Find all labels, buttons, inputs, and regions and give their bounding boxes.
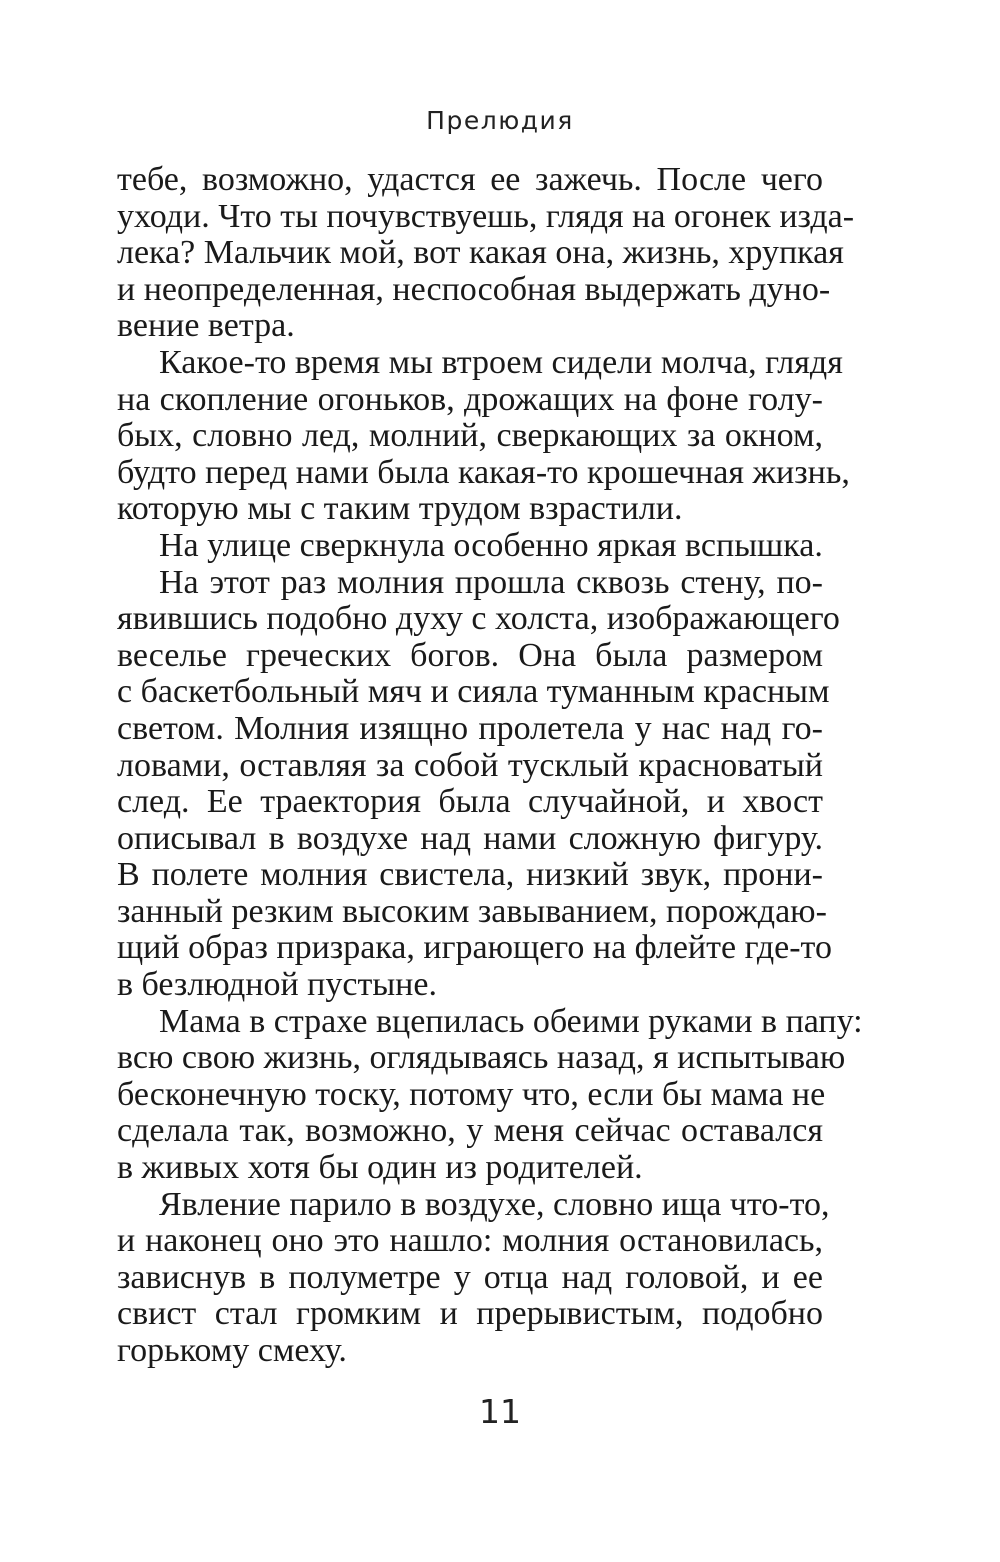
text-line: На улице сверкнула особенно яркая вспышка.: [159, 526, 823, 564]
text-line: Мама в страхе вцепилась обеими руками в папу:: [159, 1002, 863, 1040]
text-line: след. Ее траектория была случайной, и хвост: [117, 783, 823, 821]
paragraph: [117, 563, 840, 1004]
text-line: будто перед нами была какая-то крошечная жизнь,: [117, 453, 850, 491]
text-line: Явление парило в воздухе, словно ища что-то,: [159, 1185, 830, 1223]
text-line: щий образ призрака, играющего на флейте где-то: [117, 929, 832, 967]
paragraph: [117, 343, 850, 528]
paragraph: [117, 528, 823, 565]
text-line: явившись подобно духу с холста, изображающего: [117, 600, 840, 638]
text-line: светом. Молния изящно пролетела у нас над го-: [117, 709, 823, 747]
text-line: На этот раз молния прошла сквозь стену, по-: [159, 563, 823, 601]
text-line: свист стал громким и прерывистым, подобно: [117, 1295, 823, 1333]
text-line: В полете молния свистела, низкий звук, прони-: [117, 856, 823, 894]
text-line: горькому смеху.: [117, 1332, 347, 1369]
text-line: в безлюдной пустыне.: [117, 966, 437, 1004]
text-line: бесконечную тоску, потому что, если бы мама не: [117, 1075, 826, 1113]
text-line: веселье греческих богов. Она была размером: [117, 636, 823, 674]
text-line: вение ветра.: [117, 307, 295, 345]
text-line: сделала так, возможно, у меня сейчас оставался: [117, 1112, 823, 1150]
text-line: зависнув в полуметре у отца над головой, и ее: [117, 1258, 823, 1296]
text-line: всю свою жизнь, оглядываясь назад, я испытываю: [117, 1039, 846, 1077]
running-head: Прелюдия: [426, 106, 574, 135]
text-line: Какое-то время мы втроем сидели молча, глядя: [159, 343, 843, 381]
paragraph: [117, 1002, 863, 1187]
text-line: занный резким высоким завыванием, порождаю-: [117, 892, 827, 930]
text-line: уходи. Что ты почувствуешь, глядя на огонек изда-: [117, 197, 855, 235]
paragraph: [117, 161, 855, 345]
text-line: бых, словно лед, молний, сверкающих за окном,: [117, 417, 823, 455]
text-line: описывал в воздухе над нами сложную фигуру.: [117, 819, 823, 857]
text-line: и наконец оно это нашло: молния остановилась,: [117, 1222, 823, 1260]
text-line: на скопление огоньков, дрожащих на фоне голу-: [117, 380, 823, 418]
text-line: в живых хотя бы один из родителей.: [117, 1149, 643, 1187]
text-line: которую мы с таким трудом взрастили.: [117, 490, 683, 528]
text-line: тебе, возможно, удастся ее зажечь. После чего: [117, 161, 823, 198]
text-line: лека? Мальчик мой, вот какая она, жизнь, хрупкая: [117, 234, 844, 272]
text-line: ловами, оставляя за собой тусклый красноватый: [117, 746, 823, 784]
page-number: 11: [479, 1392, 521, 1431]
body-text: [117, 161, 863, 1370]
paragraph: [117, 1185, 830, 1370]
text-line: с баскетбольный мяч и сияла туманным красным: [117, 673, 830, 711]
text-line: и неопределенная, неспособная выдержать дуно-: [117, 270, 831, 308]
